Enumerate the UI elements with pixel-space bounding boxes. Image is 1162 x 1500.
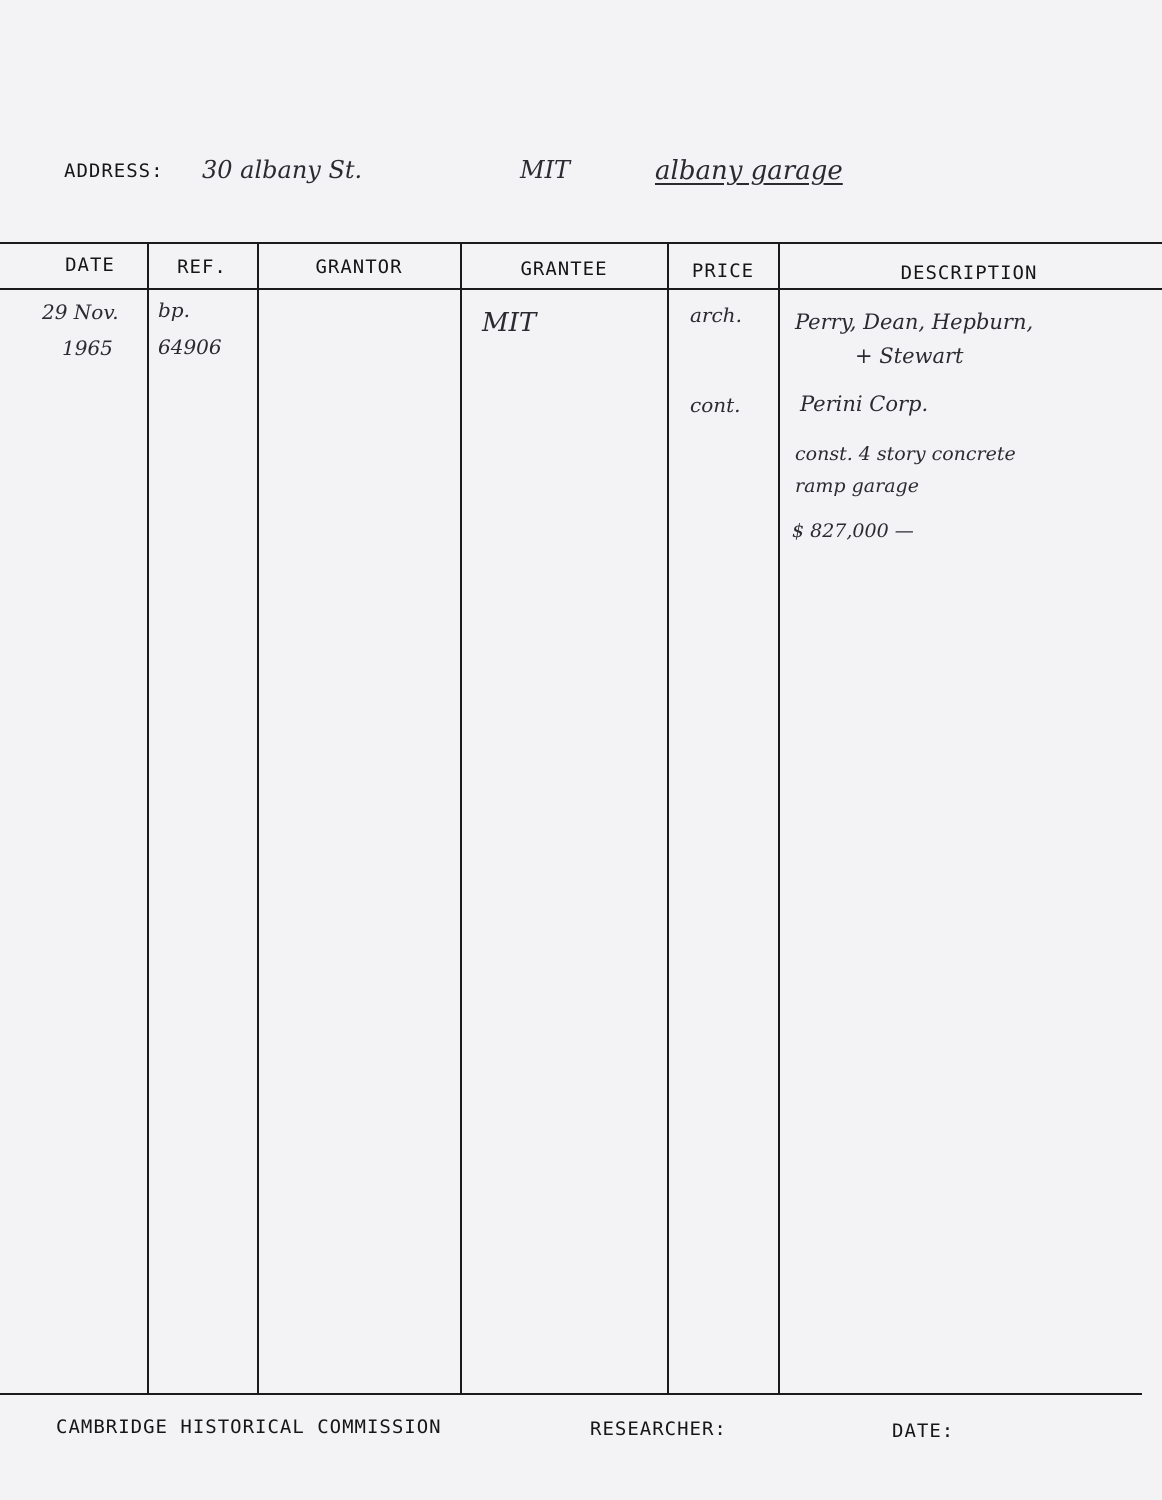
column-divider-5 xyxy=(778,242,780,1394)
address-street: 30 albany St. xyxy=(202,156,363,184)
entry-date-day: 29 Nov. xyxy=(42,300,119,324)
entry-price-role-contractor: cont. xyxy=(690,393,741,417)
entry-ref-number: 64906 xyxy=(158,335,222,359)
column-header-description: DESCRIPTION xyxy=(900,262,1038,284)
address-building-name: albany garage xyxy=(655,156,843,186)
column-divider-4 xyxy=(667,242,669,1394)
entry-description-line: const. 4 story concrete xyxy=(795,443,1016,465)
entry-grantee: MIT xyxy=(482,308,537,338)
header-bottom-rule xyxy=(0,288,1162,290)
entry-description-line: Perry, Dean, Hepburn, xyxy=(795,310,1034,334)
column-header-price: PRICE xyxy=(691,260,755,282)
footer-commission: CAMBRIDGE HISTORICAL COMMISSION xyxy=(56,1416,442,1438)
address-label: ADDRESS: xyxy=(64,160,164,182)
column-divider-1 xyxy=(147,242,149,1394)
footer-date-label: DATE: xyxy=(892,1420,955,1442)
column-header-grantee: GRANTEE xyxy=(520,258,608,280)
column-divider-3 xyxy=(460,242,462,1394)
entry-description-line: Perini Corp. xyxy=(800,392,929,416)
footer-researcher-label: RESEARCHER: xyxy=(590,1418,727,1440)
column-header-grantor: GRANTOR xyxy=(315,256,403,278)
address-owner: MIT xyxy=(520,156,571,184)
entry-description-line: ramp garage xyxy=(795,475,919,497)
entry-ref-type: bp. xyxy=(158,298,190,322)
column-header-ref: REF. xyxy=(177,256,227,278)
table-top-rule xyxy=(0,242,1162,244)
column-header-date: DATE xyxy=(65,254,115,276)
column-divider-2 xyxy=(257,242,259,1394)
entry-description-price: $ 827,000 — xyxy=(792,520,914,542)
entry-description-line: + Stewart xyxy=(855,344,964,368)
entry-price-role-architect: arch. xyxy=(690,303,742,327)
entry-date-year: 1965 xyxy=(62,336,113,360)
table-bottom-rule xyxy=(0,1393,1142,1395)
